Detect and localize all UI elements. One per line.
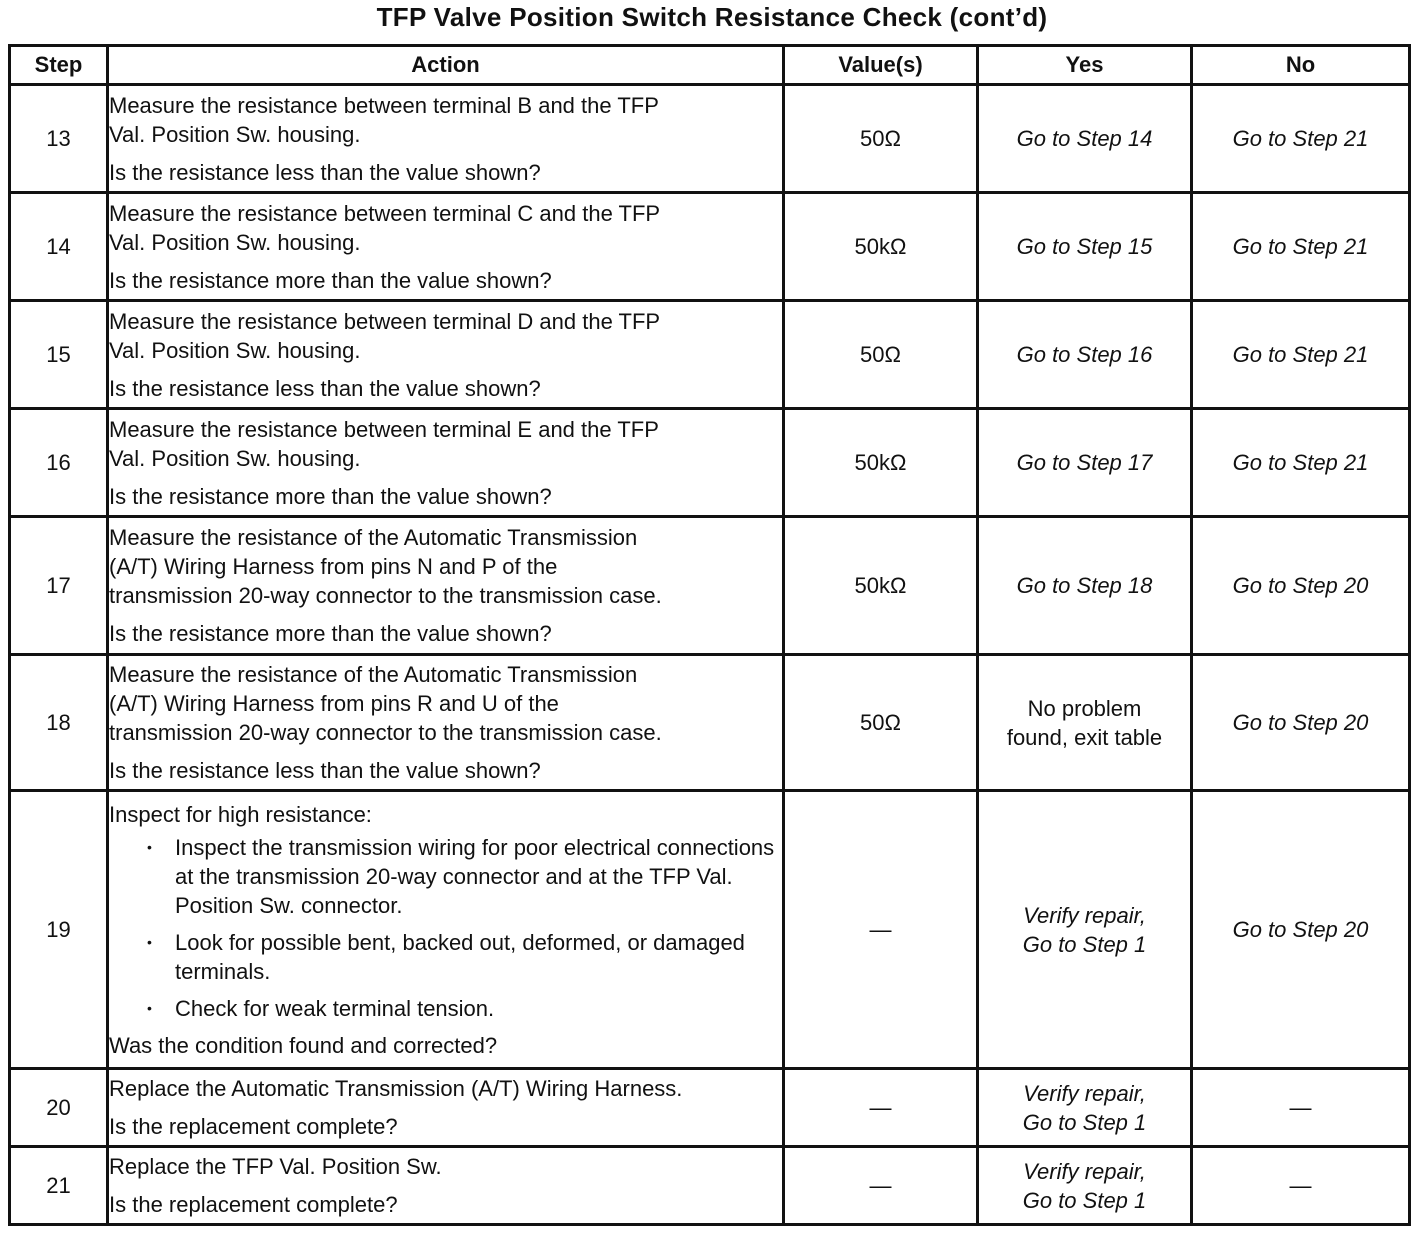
action-intro: Inspect for high resistance:: [109, 801, 372, 827]
step-number: 17: [10, 517, 108, 655]
action-line: Measure the resistance between terminal C and the TFP: [109, 200, 661, 226]
step-number: 18: [10, 655, 108, 791]
value-cell: —: [784, 1147, 978, 1225]
yes-line: Verify repair,: [1023, 1080, 1146, 1106]
action-line: Val. Position Sw. housing.: [109, 121, 361, 147]
action-line: Replace the TFP Val. Position Sw.: [109, 1154, 442, 1179]
action-line: (A/T) Wiring Harness from pins N and P of the: [109, 554, 558, 579]
yes-cell: [978, 193, 1192, 301]
no-line: Go to Step 21: [1232, 234, 1369, 259]
header-row: [10, 46, 1410, 85]
no-line: Go to Step 20: [1232, 917, 1369, 942]
action-question: Is the resistance more than the value shown?: [109, 483, 552, 509]
action-cell: [108, 517, 784, 655]
value-cell: 50Ω: [784, 85, 978, 193]
step-number: 21: [10, 1147, 108, 1225]
step-number: 15: [10, 301, 108, 409]
header-yes: Yes: [978, 46, 1192, 85]
no-line: —: [1289, 1173, 1312, 1198]
action-cell: [108, 301, 784, 409]
page-title: TFP Valve Position Switch Resistance Check (cont’d): [376, 2, 1048, 32]
yes-cell: [978, 1069, 1192, 1147]
table-row-step-14: [10, 193, 1410, 301]
value-cell: 50Ω: [784, 655, 978, 791]
yes-line: Go to Step 1: [1022, 1187, 1147, 1213]
header-no: No: [1192, 46, 1410, 85]
action-cell: [108, 1069, 784, 1147]
action-cell: [108, 1147, 784, 1225]
no-line: —: [1289, 1095, 1312, 1120]
action-line: Replace the Automatic Transmission (A/T) Wiring Harness.: [109, 1076, 683, 1101]
no-cell: [1192, 791, 1410, 1069]
bullet-item: • Look for possible bent, backed out, deformed, or damaged terminals.: [109, 928, 782, 986]
yes-line: Verify repair,: [1023, 902, 1146, 928]
no-line: Go to Step 21: [1232, 450, 1369, 475]
bullet-list: [109, 833, 782, 1023]
action-question: Is the resistance less than the value shown?: [109, 159, 541, 185]
value-cell: 50kΩ: [784, 517, 978, 655]
no-cell: [1192, 409, 1410, 517]
action-question: Is the replacement complete?: [109, 1192, 398, 1217]
action-cell: [108, 655, 784, 791]
yes-cell: [978, 791, 1192, 1069]
action-line: Measure the resistance of the Automatic Transmission: [109, 662, 638, 687]
bullet-item: • Inspect the transmission wiring for poor electrical connections at the transmission 20-way connector and at the TFP Val. Position Sw. connector.: [109, 833, 782, 920]
table-row-step-15: [10, 301, 1410, 409]
no-line: Go to Step 21: [1232, 342, 1369, 367]
action-line: Measure the resistance between terminal D and the TFP: [109, 308, 661, 334]
yes-line: Go to Step 16: [1016, 342, 1153, 367]
no-cell: [1192, 517, 1410, 655]
yes-cell: [978, 301, 1192, 409]
value-cell: 50kΩ: [784, 193, 978, 301]
yes-line: Verify repair,: [1023, 1158, 1146, 1184]
table-row-step-21: [10, 1147, 1410, 1225]
action-question: Is the resistance less than the value shown?: [109, 375, 541, 401]
step-number: 19: [10, 791, 108, 1069]
step-number: 20: [10, 1069, 108, 1147]
yes-line: Go to Step 15: [1016, 234, 1153, 259]
yes-line: Go to Step 1: [1022, 1109, 1147, 1135]
action-cell: [108, 409, 784, 517]
bullet-item: • Check for weak terminal tension.: [109, 994, 782, 1023]
action-cell: [108, 193, 784, 301]
action-line: Val. Position Sw. housing.: [109, 445, 361, 471]
step-number: 13: [10, 85, 108, 193]
action-question: Is the replacement complete?: [109, 1114, 398, 1139]
step-number: 16: [10, 409, 108, 517]
step-number: 14: [10, 193, 108, 301]
value-cell: —: [784, 1069, 978, 1147]
action-line: Measure the resistance of the Automatic Transmission: [109, 525, 638, 550]
action-question: Is the resistance more than the value shown?: [109, 621, 552, 646]
no-cell: [1192, 1147, 1410, 1225]
yes-line: Go to Step 18: [1016, 573, 1153, 598]
value-cell: 50Ω: [784, 301, 978, 409]
no-cell: [1192, 193, 1410, 301]
value-cell: 50kΩ: [784, 409, 978, 517]
yes-cell: [978, 655, 1192, 791]
table-row-step-20: [10, 1069, 1410, 1147]
no-line: Go to Step 21: [1232, 126, 1369, 151]
yes-cell: [978, 1147, 1192, 1225]
action-question: Is the resistance less than the value shown?: [109, 758, 541, 783]
action-line: (A/T) Wiring Harness from pins R and U of the: [109, 691, 559, 716]
table-row-step-18: [10, 655, 1410, 791]
yes-cell: [978, 517, 1192, 655]
yes-line: No problem: [1027, 695, 1142, 721]
table-row-step-13: [10, 85, 1410, 193]
action-question: Is the resistance more than the value shown?: [109, 267, 552, 293]
no-cell: [1192, 301, 1410, 409]
action-line: Val. Position Sw. housing.: [109, 337, 361, 363]
table-row-step-16: [10, 409, 1410, 517]
yes-line: found, exit table: [1006, 724, 1163, 750]
header-values: Value(s): [784, 46, 978, 85]
action-line: transmission 20-way connector to the transmission case.: [109, 583, 662, 608]
yes-line: Go to Step 1: [1022, 931, 1147, 957]
action-line: Val. Position Sw. housing.: [109, 229, 361, 255]
action-line: transmission 20-way connector to the transmission case.: [109, 720, 662, 745]
yes-cell: [978, 85, 1192, 193]
action-cell: [108, 85, 784, 193]
no-cell: [1192, 85, 1410, 193]
yes-line: Go to Step 17: [1016, 450, 1153, 475]
no-cell: [1192, 655, 1410, 791]
action-line: Measure the resistance between terminal E and the TFP: [109, 416, 659, 442]
value-cell: —: [784, 791, 978, 1069]
no-cell: [1192, 1069, 1410, 1147]
no-line: Go to Step 20: [1232, 710, 1369, 735]
action-line: Measure the resistance between terminal B and the TFP: [109, 92, 659, 118]
action-question: Was the condition found and corrected?: [109, 1032, 498, 1058]
table-row-step-19: [10, 791, 1410, 1069]
yes-line: Go to Step 14: [1016, 126, 1153, 151]
yes-cell: [978, 409, 1192, 517]
header-action: Action: [108, 46, 784, 85]
header-step: Step: [10, 46, 108, 85]
action-cell: [108, 791, 784, 1069]
table-row-step-17: [10, 517, 1410, 655]
no-line: Go to Step 20: [1232, 573, 1369, 598]
resistance-check-table: [8, 44, 1411, 1226]
